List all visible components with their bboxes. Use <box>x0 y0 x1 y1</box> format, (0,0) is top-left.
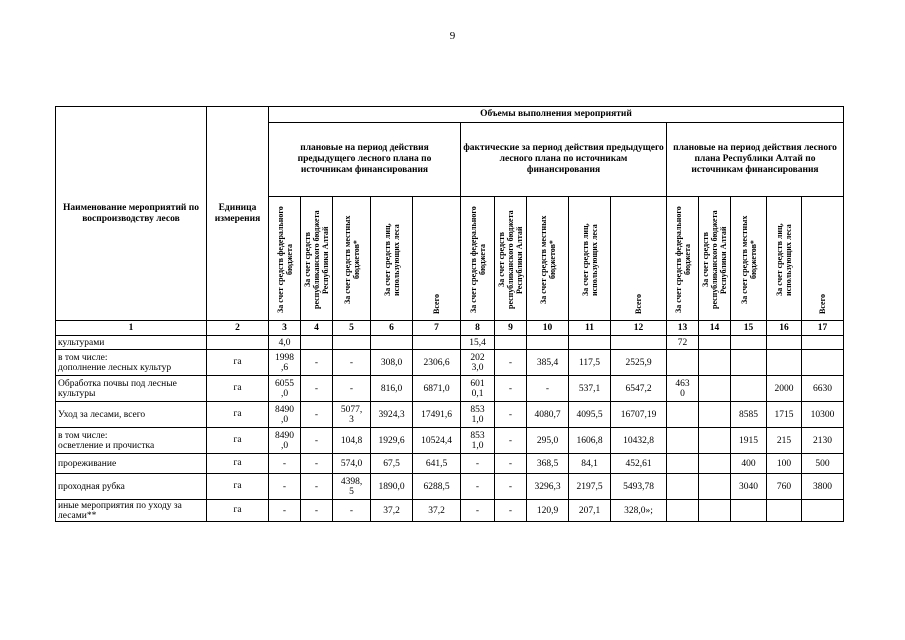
column-number: 13 <box>667 321 699 336</box>
table-cell: 2130 <box>802 428 844 454</box>
table-cell: 500 <box>802 454 844 474</box>
table-cell: - <box>301 376 333 402</box>
table-cell: 117,5 <box>569 350 611 376</box>
row-name: в том числе: дополнение лесных культур <box>56 350 207 376</box>
table-cell: 6871,0 <box>413 376 461 402</box>
table-cell: 853 1,0 <box>461 402 495 428</box>
table-cell: 1998 ,6 <box>269 350 301 376</box>
sub-column-header <box>495 197 527 321</box>
column-number: 2 <box>207 321 269 336</box>
table-cell: - <box>301 474 333 500</box>
table-cell: 816,0 <box>371 376 413 402</box>
table-cell <box>699 500 731 522</box>
table-cell: - <box>495 402 527 428</box>
table-cell: 853 1,0 <box>461 428 495 454</box>
table-cell <box>667 474 699 500</box>
sub-column-header-label: За счет средств лиц, использующих леса <box>382 223 401 297</box>
row-name: прореживание <box>56 454 207 474</box>
table-cell <box>767 336 802 350</box>
row-unit: га <box>207 350 269 376</box>
sub-column-header <box>667 197 699 321</box>
group-header-actual-previous: фактические за период действия предыдущего лесного плана по источникам финансирования <box>461 123 667 197</box>
table-cell <box>611 336 667 350</box>
table-cell: - <box>333 500 371 522</box>
table-cell: 1715 <box>767 402 802 428</box>
sub-column-header <box>461 197 495 321</box>
table-cell: 120,9 <box>527 500 569 522</box>
table-cell <box>667 428 699 454</box>
column-number: 15 <box>731 321 767 336</box>
table-cell <box>495 336 527 350</box>
page-number: 9 <box>449 30 456 42</box>
sub-column-header <box>371 197 413 321</box>
sub-column-header-label: Всего <box>818 294 827 314</box>
table-cell: 3924,3 <box>371 402 413 428</box>
table-row <box>56 454 844 474</box>
table-cell: 574,0 <box>333 454 371 474</box>
table-cell: 1929,6 <box>371 428 413 454</box>
row-name: в том числе: осветление и прочистка <box>56 428 207 454</box>
table-cell <box>731 500 767 522</box>
table-cell <box>767 350 802 376</box>
table-cell <box>301 336 333 350</box>
row-unit <box>207 336 269 350</box>
table-cell: - <box>269 500 301 522</box>
table-cell: - <box>301 402 333 428</box>
table-cell: - <box>301 500 333 522</box>
table-cell <box>667 454 699 474</box>
table-cell: 1890,0 <box>371 474 413 500</box>
sub-column-header <box>731 197 767 321</box>
sub-column-header-label: За счет средств лиц, использующих леса <box>775 223 793 297</box>
row-name: Уход за лесами, всего <box>56 402 207 428</box>
table-cell: - <box>495 474 527 500</box>
table-cell: 10524,4 <box>413 428 461 454</box>
table-row <box>56 350 844 376</box>
sub-column-header <box>527 197 569 321</box>
sub-column-header <box>333 197 371 321</box>
table-cell: 400 <box>731 454 767 474</box>
table-cell <box>802 350 844 376</box>
table-cell <box>699 402 731 428</box>
table-cell: 202 3,0 <box>461 350 495 376</box>
table-cell: 3800 <box>802 474 844 500</box>
table-cell: 10432,8 <box>611 428 667 454</box>
column-number: 5 <box>333 321 371 336</box>
table-cell: 295,0 <box>527 428 569 454</box>
table-cell: 72 <box>667 336 699 350</box>
table-row <box>56 428 844 454</box>
measures-table <box>55 106 844 522</box>
column-number: 9 <box>495 321 527 336</box>
table-cell: 37,2 <box>371 500 413 522</box>
table-cell: 100 <box>767 454 802 474</box>
table-row <box>56 500 844 522</box>
column-number: 1 <box>56 321 207 336</box>
table-cell: - <box>461 474 495 500</box>
table-cell <box>802 336 844 350</box>
table-cell: 3040 <box>731 474 767 500</box>
table-cell <box>699 376 731 402</box>
table-cell: 67,5 <box>371 454 413 474</box>
table-cell <box>699 350 731 376</box>
table-cell: 6288,5 <box>413 474 461 500</box>
column-number: 16 <box>767 321 802 336</box>
table-cell: 4,0 <box>269 336 301 350</box>
table-cell: 463 0 <box>667 376 699 402</box>
column-number: 17 <box>802 321 844 336</box>
table-cell: - <box>495 428 527 454</box>
main-group-header: Объемы выполнения мероприятий <box>269 107 844 123</box>
column-number: 7 <box>413 321 461 336</box>
table-cell <box>413 336 461 350</box>
table-cell: - <box>269 474 301 500</box>
table-cell: - <box>527 376 569 402</box>
table-cell: 760 <box>767 474 802 500</box>
column-number: 8 <box>461 321 495 336</box>
table-cell: - <box>301 454 333 474</box>
table-cell: - <box>461 454 495 474</box>
sub-column-header-label: За счет средств федерального бюджета <box>468 206 487 314</box>
table-cell: - <box>269 454 301 474</box>
sub-column-header-label: За счет средств республиканского бюджета Республики Алтай <box>701 210 728 310</box>
column-number: 6 <box>371 321 413 336</box>
sub-column-header <box>611 197 667 321</box>
sub-column-header-label: За счет средств местных бюджетов* <box>538 215 557 305</box>
table-cell: 308,0 <box>371 350 413 376</box>
sub-column-header-label: За счет средств лиц, использующих леса <box>580 223 599 297</box>
table-cell <box>802 500 844 522</box>
table-row <box>56 336 844 350</box>
table-cell: 207,1 <box>569 500 611 522</box>
sub-column-header <box>569 197 611 321</box>
unit-column-header: Единица измерения <box>207 107 269 321</box>
table-cell: 3296,3 <box>527 474 569 500</box>
table-cell: 452,61 <box>611 454 667 474</box>
column-number: 12 <box>611 321 667 336</box>
table-cell: - <box>333 376 371 402</box>
sub-column-header-label: За счет средств местных бюджетов* <box>342 215 361 305</box>
table-cell: 6630 <box>802 376 844 402</box>
row-name: иные мероприятия по уходу за лесами** <box>56 500 207 522</box>
table-cell: 8490 ,0 <box>269 402 301 428</box>
table-cell: 368,5 <box>527 454 569 474</box>
table-cell: 4095,5 <box>569 402 611 428</box>
group-header-planned-previous: плановые на период действия предыдущего лесного плана по источникам финансирования <box>269 123 461 197</box>
table-cell: - <box>461 500 495 522</box>
row-unit: га <box>207 454 269 474</box>
sub-column-header-label: Всего <box>634 294 643 314</box>
table-row <box>56 402 844 428</box>
table-cell <box>699 454 731 474</box>
table-cell: - <box>301 428 333 454</box>
table-cell: - <box>301 350 333 376</box>
table-cell: 4080,7 <box>527 402 569 428</box>
row-unit: га <box>207 500 269 522</box>
table-cell: 385,4 <box>527 350 569 376</box>
sub-column-header <box>413 197 461 321</box>
table-cell <box>699 474 731 500</box>
table-cell <box>699 336 731 350</box>
sub-column-header-label: Всего <box>432 294 441 314</box>
table-cell: 10300 <box>802 402 844 428</box>
table-row <box>56 376 844 402</box>
column-number: 10 <box>527 321 569 336</box>
row-unit: га <box>207 428 269 454</box>
row-name: культурами <box>56 336 207 350</box>
column-numbers-row <box>56 321 844 336</box>
table-cell: 37,2 <box>413 500 461 522</box>
row-unit: га <box>207 402 269 428</box>
row-name: проходная рубка <box>56 474 207 500</box>
table-cell <box>767 500 802 522</box>
table-cell: 8490 ,0 <box>269 428 301 454</box>
table-cell: 2000 <box>767 376 802 402</box>
table-cell: 641,5 <box>413 454 461 474</box>
table-cell: 8585 <box>731 402 767 428</box>
sub-column-header-label: За счет средств федерального бюджета <box>673 206 692 314</box>
table-cell: 16707,19 <box>611 402 667 428</box>
table-cell: 15,4 <box>461 336 495 350</box>
table-cell: 215 <box>767 428 802 454</box>
table-cell: 2197,5 <box>569 474 611 500</box>
sub-column-header-label: За счет средств местных бюджетов* <box>739 215 758 305</box>
group-header-planned-current: плановые на период действия лесного плана Республики Алтай по источникам финансирования <box>667 123 844 197</box>
sub-column-header <box>767 197 802 321</box>
table-cell <box>667 402 699 428</box>
column-number: 11 <box>569 321 611 336</box>
table-cell: 5077, 3 <box>333 402 371 428</box>
table-cell <box>731 336 767 350</box>
table-cell: 104,8 <box>333 428 371 454</box>
table-cell: 2306,6 <box>413 350 461 376</box>
sub-column-header-label: За счет средств федерального бюджета <box>275 206 294 314</box>
column-number: 14 <box>699 321 731 336</box>
table-cell: 537,1 <box>569 376 611 402</box>
sub-column-header <box>699 197 731 321</box>
table-cell: - <box>495 376 527 402</box>
sub-column-header-label: За счет средств республиканского бюджета Республики Алтай <box>497 210 524 310</box>
sub-column-header <box>301 197 333 321</box>
column-number: 4 <box>301 321 333 336</box>
table-cell: 6547,2 <box>611 376 667 402</box>
table-cell: - <box>495 454 527 474</box>
table-cell <box>667 350 699 376</box>
row-name: Обработка почвы под лесные культуры <box>56 376 207 402</box>
table-cell: 6055 ,0 <box>269 376 301 402</box>
table-cell <box>371 336 413 350</box>
name-column-header: Наименование мероприятий по воспроизводству лесов <box>56 107 207 321</box>
table-cell: 2525,9 <box>611 350 667 376</box>
column-number: 3 <box>269 321 301 336</box>
table-cell: - <box>333 350 371 376</box>
table-cell: 1606,8 <box>569 428 611 454</box>
table-cell: 601 0,1 <box>461 376 495 402</box>
sub-column-header <box>269 197 301 321</box>
table-row <box>56 474 844 500</box>
table-cell <box>731 350 767 376</box>
row-unit: га <box>207 376 269 402</box>
table-cell: 17491,6 <box>413 402 461 428</box>
table-cell: 5493,78 <box>611 474 667 500</box>
table-cell <box>527 336 569 350</box>
table-cell: 4398, 5 <box>333 474 371 500</box>
table-cell: 328,0»; <box>611 500 667 522</box>
table-cell <box>667 500 699 522</box>
table-cell <box>569 336 611 350</box>
table-cell: 84,1 <box>569 454 611 474</box>
table-cell: - <box>495 350 527 376</box>
sub-column-header-label: За счет средств республиканского бюджета Республики Алтай <box>303 210 330 310</box>
table-cell <box>333 336 371 350</box>
row-unit: га <box>207 474 269 500</box>
table-cell <box>699 428 731 454</box>
sub-column-header <box>802 197 844 321</box>
table-cell <box>731 376 767 402</box>
table-cell: 1915 <box>731 428 767 454</box>
table-cell: - <box>495 500 527 522</box>
